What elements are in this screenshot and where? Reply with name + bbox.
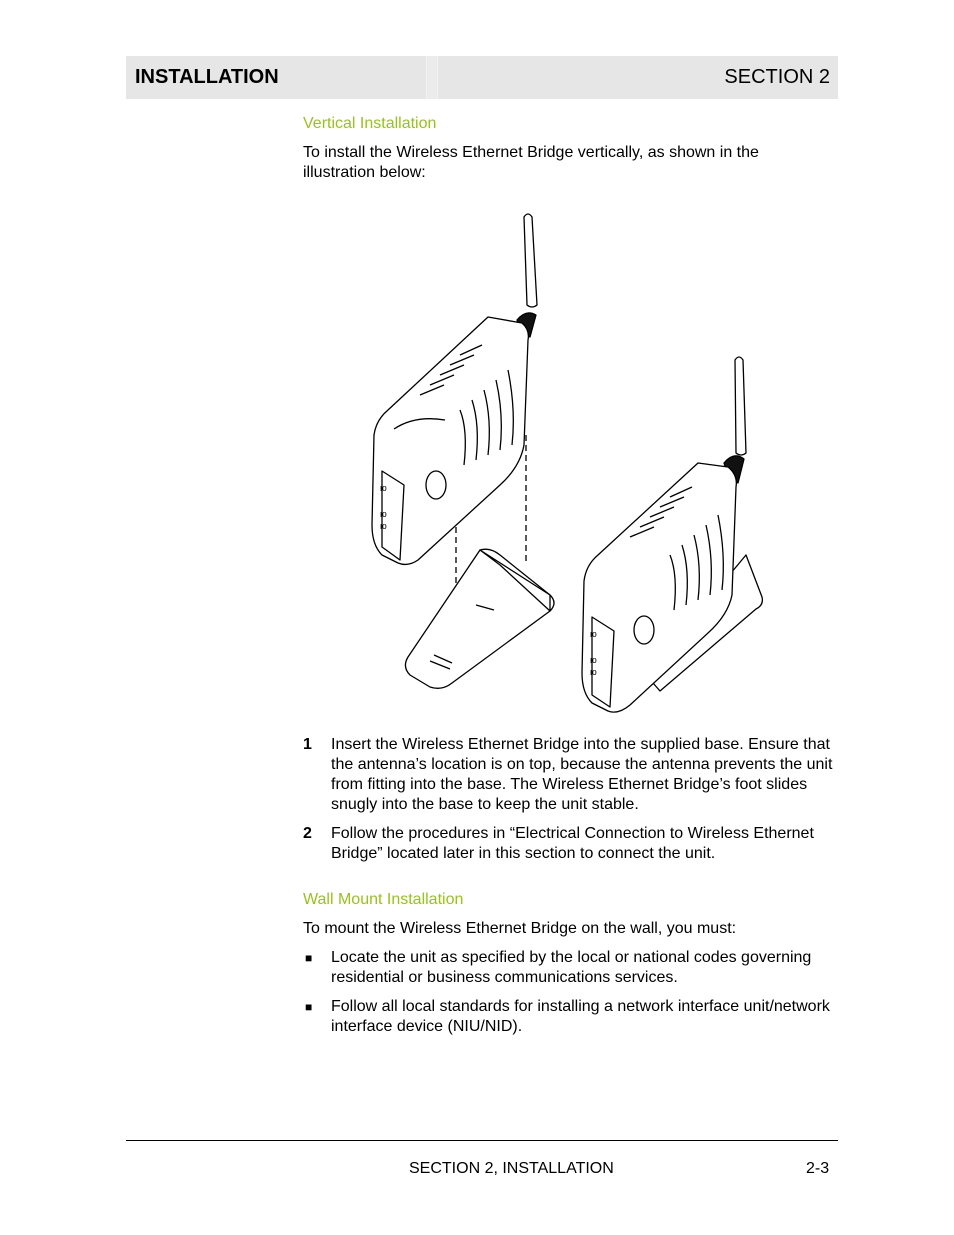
- antenna-left: [517, 214, 537, 337]
- bullet-text: Locate the unit as specified by the local or national codes governing residential or business communications services.: [331, 949, 812, 986]
- bullet-text: Follow all local standards for installing a network interface unit/network interface device (NIU/NID).: [331, 998, 830, 1035]
- bridge-installation-illustration: [360, 205, 780, 720]
- bridge-unit-right: [582, 463, 736, 712]
- bridge-unit-left: [372, 317, 528, 564]
- step-text: Insert the Wireless Ethernet Bridge into the supplied base. Ensure that the antenna’s location is on top, because the antenna prevents the unit from fitting into the base. The Wireless Ethernet Bridge’s foot slides snugly into the base to keep the unit stable.: [331, 736, 833, 813]
- vertical-installation-heading: Vertical Installation: [303, 115, 437, 132]
- antenna-right: [724, 357, 746, 483]
- vertical-intro: To install the Wireless Ethernet Bridge vertically, as shown in the illustration below:: [303, 144, 759, 181]
- bullet-square-icon: ■: [305, 951, 313, 965]
- wall-mount-heading: Wall Mount Installation: [303, 891, 464, 908]
- svg-text:ю: ю: [590, 629, 597, 639]
- svg-text:ю: ю: [380, 509, 387, 519]
- step-item: [303, 824, 833, 864]
- list-item: [303, 948, 833, 988]
- step-number: 2: [303, 825, 312, 842]
- footer-section-label: SECTION 2, INSTALLATION: [409, 1160, 614, 1177]
- bullet-square-icon: ■: [305, 1000, 313, 1014]
- page-number: 2-3: [806, 1160, 830, 1177]
- header-title: INSTALLATION: [135, 66, 279, 88]
- list-item: [303, 997, 833, 1037]
- main-content: [303, 114, 833, 183]
- wall-mount-intro: To mount the Wireless Ethernet Bridge on the wall, you must:: [303, 920, 737, 937]
- svg-text:ю: ю: [380, 521, 387, 531]
- header-section: SECTION 2: [724, 66, 830, 88]
- step-text: Follow the procedures in “Electrical Connection to Wireless Ethernet Bridge” located later in this section to connect the unit.: [331, 825, 814, 862]
- footer-rule: [126, 1140, 838, 1141]
- svg-text:ю: ю: [380, 483, 387, 493]
- header-divider: [426, 56, 438, 99]
- steps-and-wall-section: [303, 735, 833, 1037]
- svg-text:ю: ю: [590, 655, 597, 665]
- svg-text:ю: ю: [590, 667, 597, 677]
- stand-base: [405, 549, 554, 688]
- step-item: [303, 735, 833, 815]
- step-number: 1: [303, 736, 312, 753]
- section-header: [126, 56, 838, 99]
